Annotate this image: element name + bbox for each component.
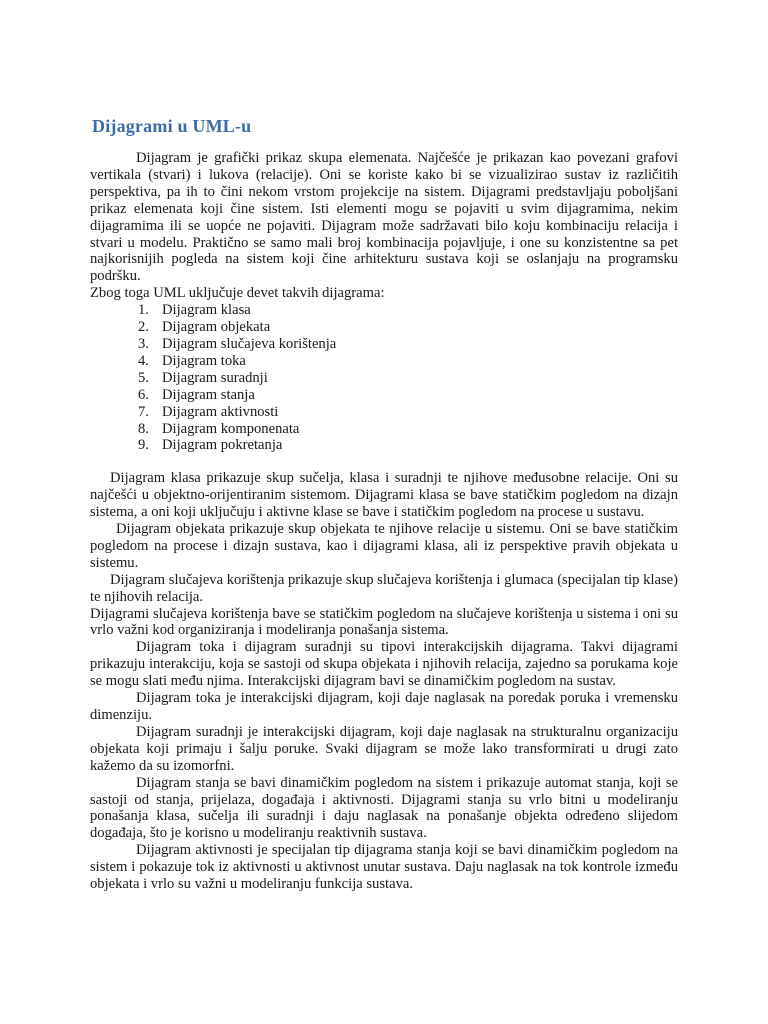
list-item-number: 2. (138, 319, 149, 336)
list-item (138, 421, 678, 438)
list-item (138, 404, 678, 421)
diagram-list (90, 302, 678, 454)
list-item (138, 319, 678, 336)
document-body (90, 150, 678, 893)
list-item-number: 3. (138, 335, 149, 352)
list-item-number: 4. (138, 352, 149, 369)
document-title: Dijagrami u UML-u (92, 116, 252, 136)
list-item-number: 7. (138, 403, 149, 420)
list-item-label: Dijagram aktivnosti (162, 403, 279, 420)
list-item (138, 336, 678, 353)
paragraph-activity-diagram: Dijagram aktivnosti je specijalan tip dijagrama stanja koji se bavi dinamičkim pogledom na sistem i pokazuje tok iz aktivnosti u aktivnost unutar sustava. Daju naglasak na tok kontrole između objekata i vrlo su važni u modeliranju funkcija sustava. (90, 842, 678, 893)
list-item-label: Dijagram toka (162, 352, 246, 369)
list-item-label: Dijagram pokretanja (162, 437, 283, 454)
paragraph-object-diagram: Dijagram objekata prikazuje skup objekata te njihove relacije u sistemu. Oni se bave statičkim pogledom na procese i dizajn sustava, kao i dijagrami klasa, ali iz perspektive pravih objekata u sistemu. (90, 521, 678, 571)
paragraph-interaction-diagrams: Dijagram toka i dijagram suradnji su tipovi interakcijskih dijagrama. Takvi dijagrami prikazuju interakciju, koja se sastoji od skupa objekata i njihovih relacija, zajedno sa porukama koje se mogu slati među njima. Interakcijski dijagram bavi se dinamičkim pogledom na sustav. (90, 639, 678, 690)
list-item (138, 302, 678, 319)
list-item (138, 387, 678, 404)
list-item-number: 8. (138, 420, 149, 437)
list-item-number: 1. (138, 302, 149, 319)
list-item-label: Dijagram slučajeva korištenja (162, 335, 337, 352)
list-item (138, 370, 678, 387)
paragraph-use-case-diagram: Dijagram slučajeva korištenja prikazuje skup slučajeva korištenja i glumaca (specijalan tip klase) te njihovih relacija. (90, 571, 678, 605)
paragraph-use-case-views: Dijagrami slučajeva korištenja bave se statičkim pogledom na slučajeve korištenja u sistema i oni su vrlo važni kod organiziranja i modeliranja ponašanja sistema. (90, 605, 678, 639)
list-item-label: Dijagram suradnji (162, 369, 268, 386)
paragraph-spacer (90, 454, 678, 470)
list-item-number: 6. (138, 386, 149, 403)
paragraph-sequence-diagram: Dijagram toka je interakcijski dijagram, koji daje naglasak na poredak poruka i vremensku dimenziju. (90, 690, 678, 723)
list-item-label: Dijagram stanja (162, 386, 255, 403)
list-item (138, 437, 678, 454)
paragraph-collaboration-diagram: Dijagram suradnji je interakcijski dijagram, koji daje naglasak na strukturalnu organizaciju objekata koji primaju i šalju poruke. Svaki dijagram se može lako transformirati u drugi zato kažemo da su izomorfni. (90, 723, 678, 774)
intro-paragraph: Dijagram je grafički prikaz skupa elemenata. Najčešće je prikazan kao povezani grafovi vertikala (stvari) i lukova (relacije). Oni se koriste kako bi se vizualizirao sustav iz različitih perspektiva, pa ih to čini nekom vrstom projekcije na sistem. Dijagrami predstavljaju poboljšani prikaz elemenata koji čine sistem. Isti elementi mogu se pojaviti u svim dijagramima, nekim dijagramima ili se uopće ne pojaviti. Dijagram može sadržavati bilo koju kombinaciju relacija i stvari u modelu. Praktično se samo mali broj kombinacija pojavljuje, i one su konzistentne sa pet najkorisnijih pogleda na sistem koji čine arhitekturu sustava koji se oslanjaju na programsku podršku. (90, 150, 678, 285)
list-item-label: Dijagram objekata (162, 319, 271, 336)
list-item-number: 9. (138, 437, 149, 454)
list-item-label: Dijagram klasa (162, 302, 251, 319)
list-item-label: Dijagram komponenata (162, 420, 300, 437)
paragraph-state-diagram: Dijagram stanja se bavi dinamičkim pogledom na sistem i prikazuje automat stanja, koji se sastoji od stanja, prijelaza, događaja i aktivnosti. Dijagrami stanja su vrlo bitni u modeliranju ponašanja klasa, sučelja ili suradnji i daju naglasak na ponašanje objekta određeno slijedom događaja, što je korisno u modeliranju reaktivnih sustava. (90, 774, 678, 842)
list-item-number: 5. (138, 369, 149, 386)
paragraph-class-diagram: Dijagram klasa prikazuje skup sučelja, klasa i suradnji te njihove međusobne relacije. Oni su najčešći u objektno-orijentiranim sistemom. Dijagrami klasa se bave statičkim pogledom na dizajn sistema, a oni koji uključuju i aktivne klase se bave i statičkim pogledom na procese u sustavu. (90, 470, 678, 521)
list-intro: Zbog toga UML uključuje devet takvih dijagrama: (90, 285, 385, 302)
list-item (138, 353, 678, 370)
